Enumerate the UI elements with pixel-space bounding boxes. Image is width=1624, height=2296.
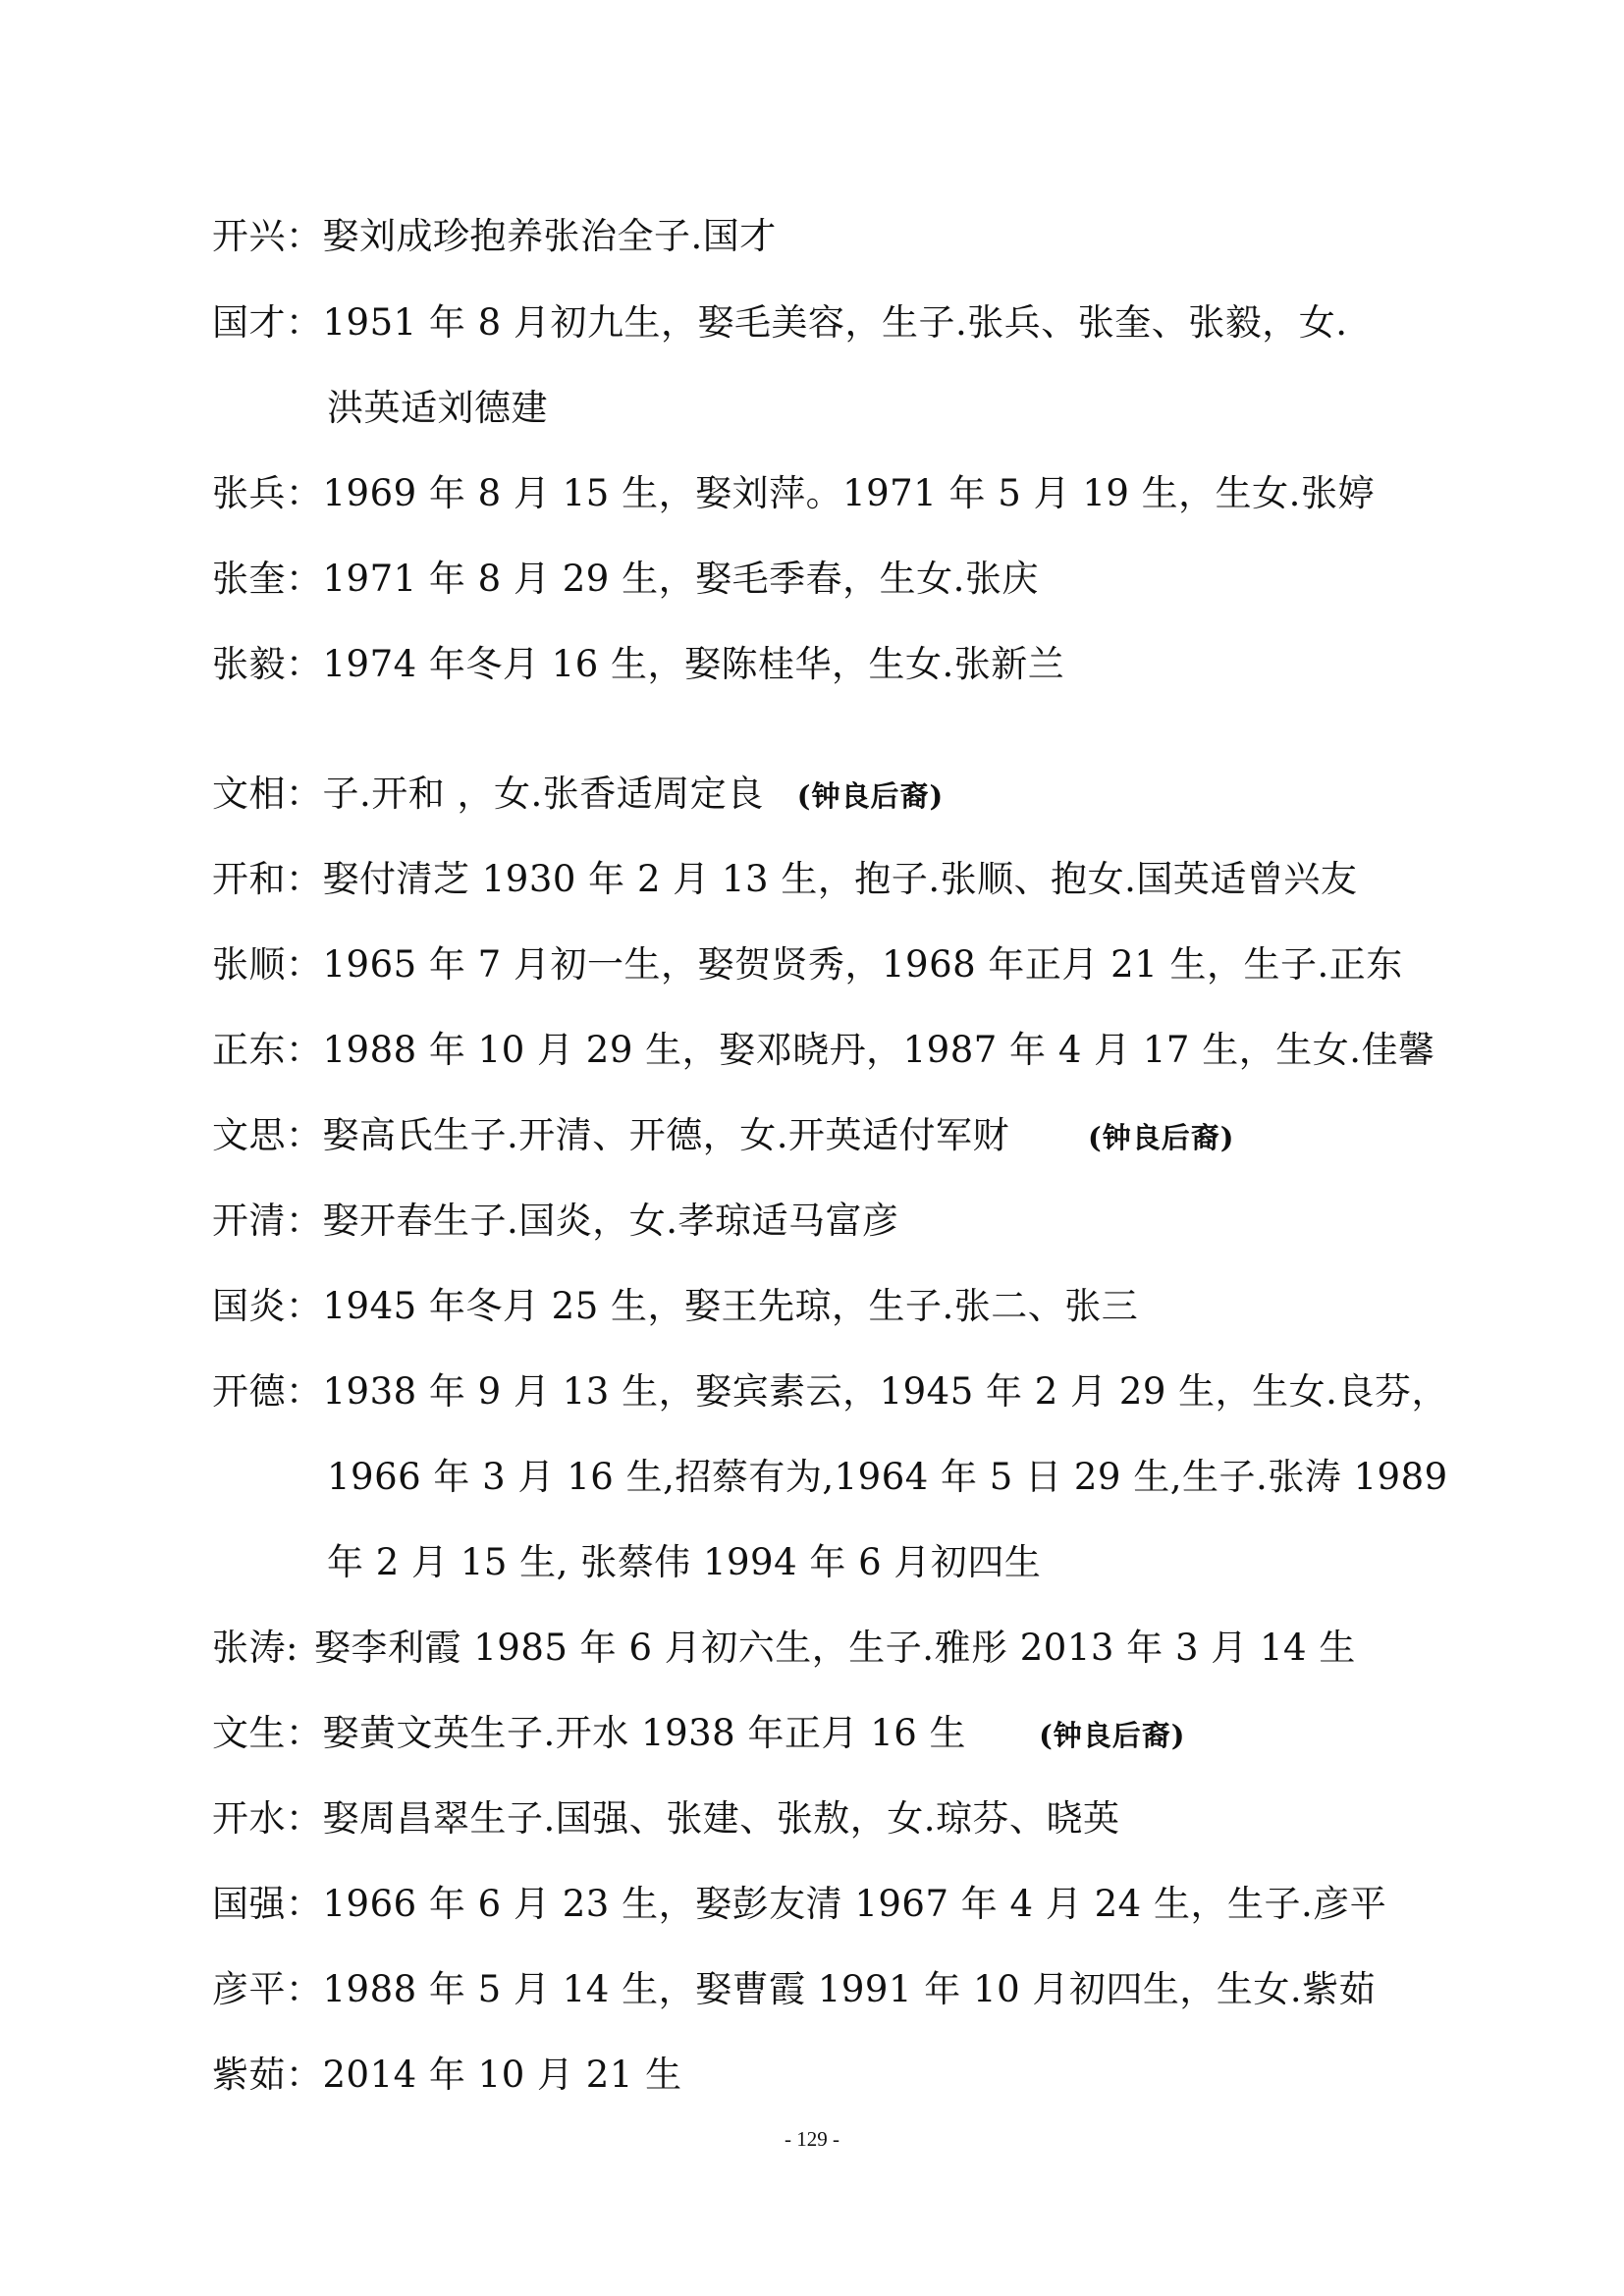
entry-line — [212, 943, 1403, 986]
entry-label: 开兴： — [212, 215, 323, 257]
entry-continuation-line — [327, 1456, 1448, 1498]
entry-text: 年 2 月 15 生, 张蔡伟 1994 年 6 月初四生 — [327, 1541, 1042, 1583]
entry-text: 娶付清芝 1930 年 2 月 13 生，抱子.张顺、抱女.国英适曾兴友 — [322, 858, 1358, 900]
entry-continuation-line — [327, 1541, 1042, 1583]
entry-label: 紫茹： — [212, 2054, 323, 2096]
entry-label: 开德： — [212, 1370, 323, 1413]
entry-label: 张兵： — [212, 472, 323, 514]
entry-label: 张顺： — [212, 943, 323, 986]
entry-line — [212, 1200, 899, 1242]
entry-label: 国才： — [212, 301, 323, 344]
entry-label: 张涛: — [212, 1627, 298, 1669]
lineage-note: (钟良后裔) — [1088, 1121, 1235, 1154]
entry-line — [212, 301, 1348, 344]
page-number: - 129 - — [785, 2127, 839, 2151]
entry-line — [212, 643, 1065, 685]
entry-text: 娶周昌翠生子.国强、张建、张敖，女.琼芬、晓英 — [322, 1797, 1120, 1840]
entry-label: 文相： — [212, 773, 323, 815]
entry-label: 文生： — [212, 1712, 323, 1754]
entry-line — [212, 472, 1375, 514]
entry-line — [212, 1285, 1139, 1327]
entry-text: 娶黄文英生子.开水 1938 年正月 16 生 — [322, 1712, 967, 1754]
entry-line — [212, 215, 777, 257]
entry-text: 1966 年 6 月 23 生，娶彭友清 1967 年 4 月 24 生，生子.彦平 — [322, 1883, 1387, 1925]
entry-label: 彦平： — [212, 1968, 323, 2010]
entry-text: 娶高氏生子.开清、开德，女.开英适付军财 — [322, 1114, 1010, 1156]
entry-line — [212, 1370, 1448, 1413]
entry-line — [212, 858, 1358, 900]
entry-text: 1974 年冬月 16 生，娶陈桂华，生女.张新兰 — [322, 643, 1065, 685]
entry-label: 国强： — [212, 1883, 323, 1925]
entry-label: 文思： — [212, 1114, 323, 1156]
entry-text: 1951 年 8 月初九生，娶毛美容，生子.张兵、张奎、张毅，女. — [322, 301, 1348, 344]
entry-text: 1988 年 5 月 14 生，娶曹霞 1991 年 10 月初四生，生女.紫茹 — [322, 1968, 1377, 2010]
entry-text: 1988 年 10 月 29 生，娶邓晓丹，1987 年 4 月 17 生，生女.佳馨 — [322, 1029, 1435, 1071]
entry-line — [212, 1029, 1435, 1071]
entry-text: 1938 年 9 月 13 生，娶宾素云，1945 年 2 月 29 生，生女.良芬， — [322, 1370, 1448, 1413]
entry-line — [212, 558, 1039, 600]
entry-line — [212, 1114, 1235, 1156]
entry-continuation-line — [327, 387, 548, 429]
entry-text: 洪英适刘德建 — [327, 387, 548, 429]
entry-line — [212, 773, 945, 815]
entry-text: 1971 年 8 月 29 生，娶毛季春，生女.张庆 — [322, 558, 1039, 600]
entry-label: 开清： — [212, 1200, 323, 1242]
entry-line — [212, 1883, 1387, 1925]
entry-text: 1969 年 8 月 15 生，娶刘萍。1971 年 5 月 19 生，生女.张婷 — [322, 472, 1375, 514]
entry-label: 张奎： — [212, 558, 323, 600]
entry-text: 2014 年 10 月 21 生 — [322, 2054, 682, 2096]
entry-label: 国炎： — [212, 1285, 323, 1327]
entry-line — [212, 1968, 1377, 2010]
entry-line — [212, 1627, 1356, 1669]
entry-line — [212, 2054, 682, 2096]
entry-label: 张毅： — [212, 643, 323, 685]
entry-line — [212, 1797, 1120, 1840]
lineage-note: (钟良后裔) — [796, 779, 945, 813]
entry-label: 正东： — [212, 1029, 323, 1071]
entry-text: 娶开春生子.国炎，女.孝琼适马富彦 — [322, 1200, 899, 1242]
entry-text: 1966 年 3 月 16 生,招蔡有为,1964 年 5 日 29 生,生子.张涛 1989 — [327, 1456, 1448, 1498]
entry-text: 子.开和 ，女.张香适周定良 — [322, 773, 764, 815]
lineage-note: (钟良后裔) — [1039, 1719, 1186, 1752]
entry-text: 娶李利霞 1985 年 6 月初六生，生子.雅彤 2013 年 3 月 14 生 — [314, 1627, 1356, 1669]
entry-text: 1945 年冬月 25 生，娶王先琼，生子.张二、张三 — [322, 1285, 1139, 1327]
entry-line — [212, 1712, 1186, 1754]
entry-text: 1965 年 7 月初一生，娶贺贤秀，1968 年正月 21 生，生子.正东 — [322, 943, 1403, 986]
entry-label: 开水： — [212, 1797, 323, 1840]
entry-label: 开和： — [212, 858, 323, 900]
entry-text: 娶刘成珍抱养张治全子.国才 — [322, 215, 777, 257]
